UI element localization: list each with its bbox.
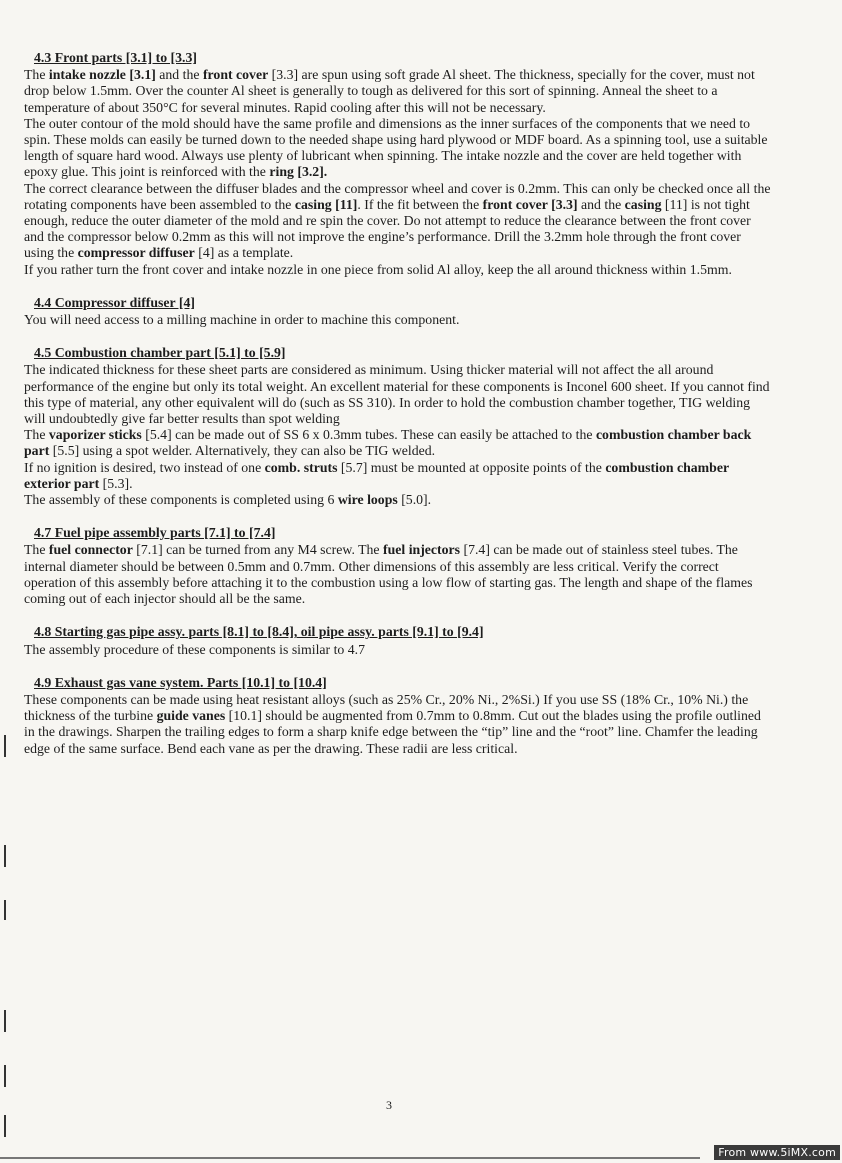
- bold-term: fuel injectors: [383, 542, 461, 558]
- paragraph: [24, 116, 774, 181]
- text-run: The: [24, 67, 49, 83]
- bold-term: comb. struts: [264, 459, 338, 475]
- bold-term: wire loops: [337, 492, 398, 508]
- paragraph: [24, 67, 774, 116]
- bold-term: casing: [624, 196, 662, 212]
- text-run: The: [24, 542, 49, 558]
- document-body: [24, 50, 774, 774]
- text-run: [5.7] must be mounted at opposite points of the: [337, 459, 606, 475]
- section: [24, 295, 774, 328]
- text-run: If you rather turn the front cover and intake nozzle in one piece from solid Al alloy, keep the all around thickness within 1.5mm.: [24, 261, 732, 277]
- bold-term: front cover [3.3]: [482, 196, 578, 212]
- paragraph: [24, 542, 774, 607]
- text-run: [5.3].: [99, 475, 133, 491]
- bold-term: [3.1]: [129, 67, 156, 83]
- paragraph: [24, 362, 774, 427]
- section: [24, 675, 774, 757]
- text-run: The: [24, 427, 49, 443]
- scan-margin-mark: [4, 735, 6, 757]
- section: [24, 624, 774, 657]
- bold-term: intake nozzle: [48, 67, 126, 83]
- paragraph: [24, 692, 774, 757]
- text-run: . If the fit between the: [357, 196, 483, 212]
- bold-term: ring [3.2].: [269, 164, 328, 180]
- text-run: [3.3] are spun using soft grade Al sheet. The thickness, specially for the cover, must not drop below 1.5mm. Over the counter Al sheet is generally to tough as delivered for this sort of spinning. Anneal the sheet to a temperature of about 350°C for several minutes. Rapid cooling after this will not be necessary.: [24, 67, 755, 115]
- text-run: The outer contour of the mold should have the same profile and dimensions as the inner surfaces of the components that we need to spin. These molds can easily be turned down to the needed shape using hard plywood or MDF board. As a spinning tool, use a suitable length of square hard wood. Always use plenty of lubricant when spinning. The intake nozzle and the cover are held together with epoxy glue. This joint is reinforced with the: [24, 115, 768, 180]
- section: [24, 345, 774, 508]
- source-watermark-badge: From www.5iMX.com: [714, 1145, 840, 1160]
- text-run: [5.0].: [397, 492, 432, 508]
- bold-term: guide vanes: [156, 708, 226, 724]
- text-run: These components can be made using heat resistant alloys (such as 25% Cr., 20% Ni., 2%Si.) If you use SS (18% Cr., 10% Ni.) the thickness of the turbine: [24, 691, 749, 724]
- section-heading: 4.7 Fuel pipe assembly parts [7.1] to [7.4]: [34, 525, 276, 541]
- scan-margin-mark: [4, 1010, 6, 1032]
- scan-margin-mark: [4, 1115, 6, 1137]
- section-heading: 4.8 Starting gas pipe assy. parts [8.1] to [8.4], oil pipe assy. parts [9.1] to [9.4]: [34, 624, 484, 640]
- bold-term: combustion chamber exterior part: [24, 459, 729, 491]
- text-run: [5.5] using a spot welder. Alternatively, they can also be TIG welded.: [49, 443, 436, 459]
- paragraph: [24, 492, 774, 508]
- paragraph: [24, 460, 774, 492]
- text-run: [5.4] can be made out of SS 6 x 0.3mm tubes. These can easily be attached to the: [141, 427, 596, 443]
- paragraph: [24, 181, 774, 262]
- paragraph: [24, 427, 774, 459]
- section: [24, 525, 774, 607]
- text-run: and the: [155, 67, 203, 83]
- bold-term: casing [11]: [294, 196, 358, 212]
- scan-margin-mark: [4, 1065, 6, 1087]
- paragraph: [24, 312, 774, 328]
- text-run: If no ignition is desired, two instead of one: [24, 459, 265, 475]
- bold-term: compressor diffuser: [77, 245, 195, 261]
- paragraph: [24, 262, 774, 278]
- page-number: 3: [386, 1098, 392, 1112]
- bold-term: combustion chamber back part: [24, 427, 752, 459]
- text-run: The assembly of these components is completed using 6: [24, 492, 338, 508]
- section: [24, 50, 774, 278]
- text-run: [7.4] can be made out of stainless steel tubes. The internal diameter should be between 0.5mm and 0.7mm. Other dimensions of this assembly are less critical. Verify the correct operation of this assembly before attaching it to the combustion using a low flow of starting gas. The length and shape of the flames coming out of each injector should all be the same.: [24, 542, 753, 607]
- scan-margin-mark: [4, 845, 6, 867]
- scan-margin-mark: [4, 900, 6, 920]
- section-heading: 4.4 Compressor diffuser [4]: [34, 294, 195, 310]
- text-run: [11] is not tight enough, reduce the outer diameter of the mold and re spin the cover. Do not attempt to reduce the clearance between the front cover and the compressor below 0.2mm as this will not improve the engine’s performance. Drill the 3.2mm hole through the front cover using the: [24, 196, 751, 261]
- text-run: [10.1] should be augmented from 0.7mm to 0.8mm. Cut out the blades using the profile outlined in the drawings. Sharpen the trailing edges to form a sharp knife edge between the “tip” line and the “root” line. Chamfer the leading edge of the same surface. Bend each vane as per the drawing. These radii are less critical.: [24, 708, 761, 756]
- text-run: [4] as a template.: [194, 245, 294, 261]
- bold-term: front cover: [202, 67, 269, 83]
- section-heading: 4.3 Front parts [3.1] to [3.3]: [34, 50, 197, 65]
- paragraph: [24, 642, 774, 658]
- bold-term: vaporizer sticks: [48, 427, 142, 443]
- text-run: The correct clearance between the diffuser blades and the compressor wheel and cover is 0.2mm. This can only be checked once all the rotating components have been assembled to the: [24, 180, 771, 212]
- text-run: and the: [577, 196, 625, 212]
- text-run: The assembly procedure of these components is similar to 4.7: [24, 641, 366, 657]
- text-run: [7.1] can be turned from any M4 screw. The: [132, 542, 384, 558]
- text-run: You will need access to a milling machine in order to machine this component.: [24, 312, 460, 328]
- section-heading: 4.5 Combustion chamber part [5.1] to [5.9]: [34, 345, 286, 361]
- section-heading: 4.9 Exhaust gas vane system. Parts [10.1] to [10.4]: [34, 674, 327, 690]
- bold-term: fuel connector: [48, 542, 133, 558]
- bottom-rule: [0, 1157, 700, 1159]
- text-run: The indicated thickness for these sheet parts are considered as minimum. Using thicker material will not affect the all around performance of the engine but only its total weight. An excellent material for these components is Inconel 600 sheet. If you cannot find this type of material, any other equivalent will do (such as SS 310). In order to hold the combustion chamber together, TIG welding will undoubtedly give far better results than spot welding: [24, 362, 770, 427]
